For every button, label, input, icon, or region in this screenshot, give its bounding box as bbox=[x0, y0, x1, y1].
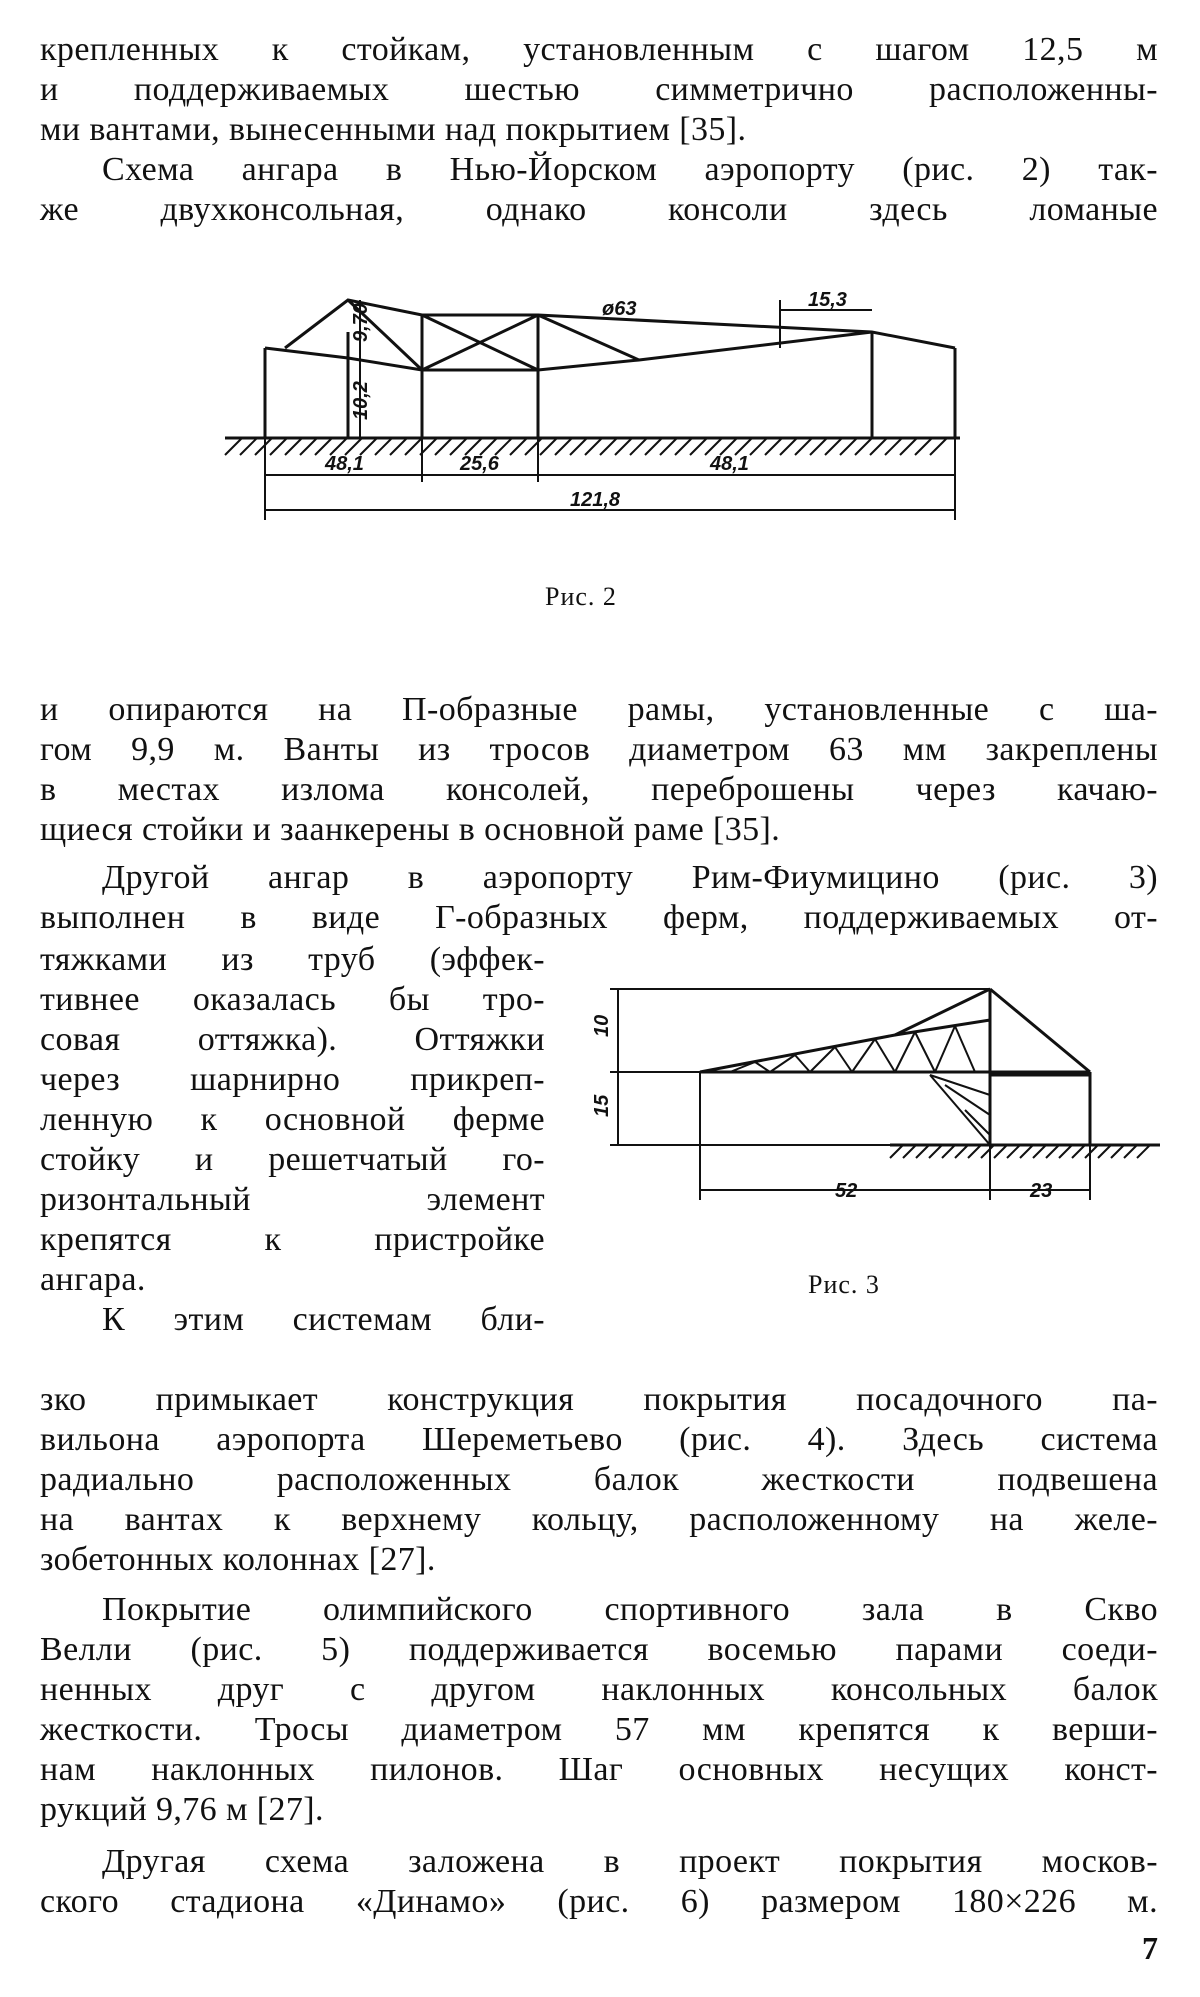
fig2-label-diameter: ø63 bbox=[602, 298, 637, 320]
text-line: на вантах к верхнему кольцу, расположенному на желе- bbox=[40, 1501, 1158, 1538]
text-line: ризонтальный элемент bbox=[40, 1181, 545, 1218]
text-line: стойку и решетчатый го- bbox=[40, 1141, 545, 1178]
text-line: ненных друг с другом наклонных консольных балок bbox=[40, 1671, 1158, 1708]
text-line: ского стадиона «Динамо» (рис. 6) размером 180×226 м. bbox=[40, 1883, 1158, 1920]
text-line: ми вантами, вынесенными над покрытием [35]. bbox=[40, 111, 747, 148]
text-line: жесткости. Тросы диаметром 57 мм крепятся к верши- bbox=[40, 1711, 1158, 1748]
text-line: Другой ангар в аэропорту Рим-Фиумицино (рис. 3) bbox=[102, 859, 1158, 896]
text-line: ангара. bbox=[40, 1261, 146, 1298]
fig2-label-span-mid: 25,6 bbox=[460, 453, 499, 475]
figure-2-hangar-diagram bbox=[220, 270, 970, 540]
figure-2-caption: Рис. 2 bbox=[545, 582, 617, 611]
text-line: тивнее оказалась бы тро- bbox=[40, 981, 545, 1018]
stay-right bbox=[990, 989, 1090, 1072]
text-line: Покрытие олимпийского спортивного зала в Скво bbox=[102, 1591, 1158, 1628]
fig2-label-height-upper: 9,70 bbox=[350, 303, 372, 342]
page-number: 7 bbox=[1142, 1930, 1158, 1966]
text-line: Велли (рис. 5) поддерживается восемью парами соеди- bbox=[40, 1631, 1158, 1668]
text-line: крепленных к стойкам, установленным с шагом 12,5 м bbox=[40, 31, 1158, 68]
fig3-label-height-lower: 15 bbox=[591, 1094, 613, 1117]
paragraph-2 bbox=[40, 150, 1158, 230]
fig2-label-span-right: 48,1 bbox=[710, 453, 749, 475]
fig3-label-height-upper: 10 bbox=[591, 1014, 613, 1037]
cable-diag-4 bbox=[538, 315, 639, 360]
figure-3-hangar-diagram bbox=[590, 975, 1170, 1220]
truss-top-chord bbox=[700, 1020, 990, 1145]
text-line: через шарнирно прикреп- bbox=[40, 1061, 545, 1098]
text-line: Схема ангара в Нью-Йорском аэропорту (рис. 2) так- bbox=[102, 151, 1158, 188]
text-line: рукций 9,76 м [27]. bbox=[40, 1791, 324, 1828]
text-line: нам наклонных пилонов. Шаг основных несущих конст- bbox=[40, 1751, 1158, 1788]
text-line: радиально расположенных балок жесткости подвешена bbox=[40, 1461, 1158, 1498]
paragraph-5 bbox=[40, 1380, 1158, 1580]
paragraph-7 bbox=[40, 1842, 1158, 1922]
truss-web bbox=[730, 1026, 990, 1145]
text-line: крепятся к пристройке bbox=[40, 1221, 545, 1258]
text-line: ленную к основной ферме bbox=[40, 1101, 545, 1138]
text-line: щиеся стойки и заанкерены в основной раме [35]. bbox=[40, 811, 781, 848]
ground-hatching bbox=[890, 1145, 1150, 1158]
fig2-label-span-left: 48,1 bbox=[325, 453, 364, 475]
fig3-label-span-left: 52 bbox=[835, 1180, 858, 1202]
paragraph-4 bbox=[40, 858, 1158, 938]
fig2-label-height-lower: 10,2 bbox=[350, 381, 372, 420]
fig3-label-span-right: 23 bbox=[1030, 1180, 1053, 1202]
text-line: совая оттяжка). Оттяжки bbox=[40, 1021, 545, 1058]
paragraph-1 bbox=[40, 30, 1158, 150]
text-line: и поддерживаемых шестью симметрично расположенны- bbox=[40, 71, 1158, 108]
text-line: зко примыкает конструкция покрытия посадочного па- bbox=[40, 1381, 1158, 1418]
paragraph-4-narrow-column bbox=[40, 940, 545, 1340]
text-line: К этим системам бли- bbox=[102, 1301, 545, 1338]
fig2-label-span-total: 121,8 bbox=[570, 489, 621, 511]
figure-3-caption: Рис. 3 bbox=[808, 1270, 880, 1299]
text-line: зобетонных колоннах [27]. bbox=[40, 1541, 436, 1578]
text-line: тяжками из труб (эффек- bbox=[40, 941, 545, 978]
text-line: же двухконсольная, однако консоли здесь ломаные bbox=[40, 191, 1158, 228]
fig2-label-top-span: 15,3 bbox=[808, 289, 847, 311]
text-line: и опираются на П-образные рамы, установленные с ша- bbox=[40, 691, 1158, 728]
text-line: вильона аэропорта Шереметьево (рис. 4). Здесь система bbox=[40, 1421, 1158, 1458]
paragraph-3 bbox=[40, 690, 1158, 850]
text-line: выполнен в виде Г-образных ферм, поддерживаемых от- bbox=[40, 899, 1158, 936]
text-line: Другая схема заложена в проект покрытия москов- bbox=[102, 1843, 1158, 1880]
paragraph-6 bbox=[40, 1590, 1158, 1830]
text-line: в местах излома консолей, переброшены через качаю- bbox=[40, 771, 1158, 808]
text-line: гом 9,9 м. Ванты из тросов диаметром 63 мм закреплены bbox=[40, 731, 1158, 768]
